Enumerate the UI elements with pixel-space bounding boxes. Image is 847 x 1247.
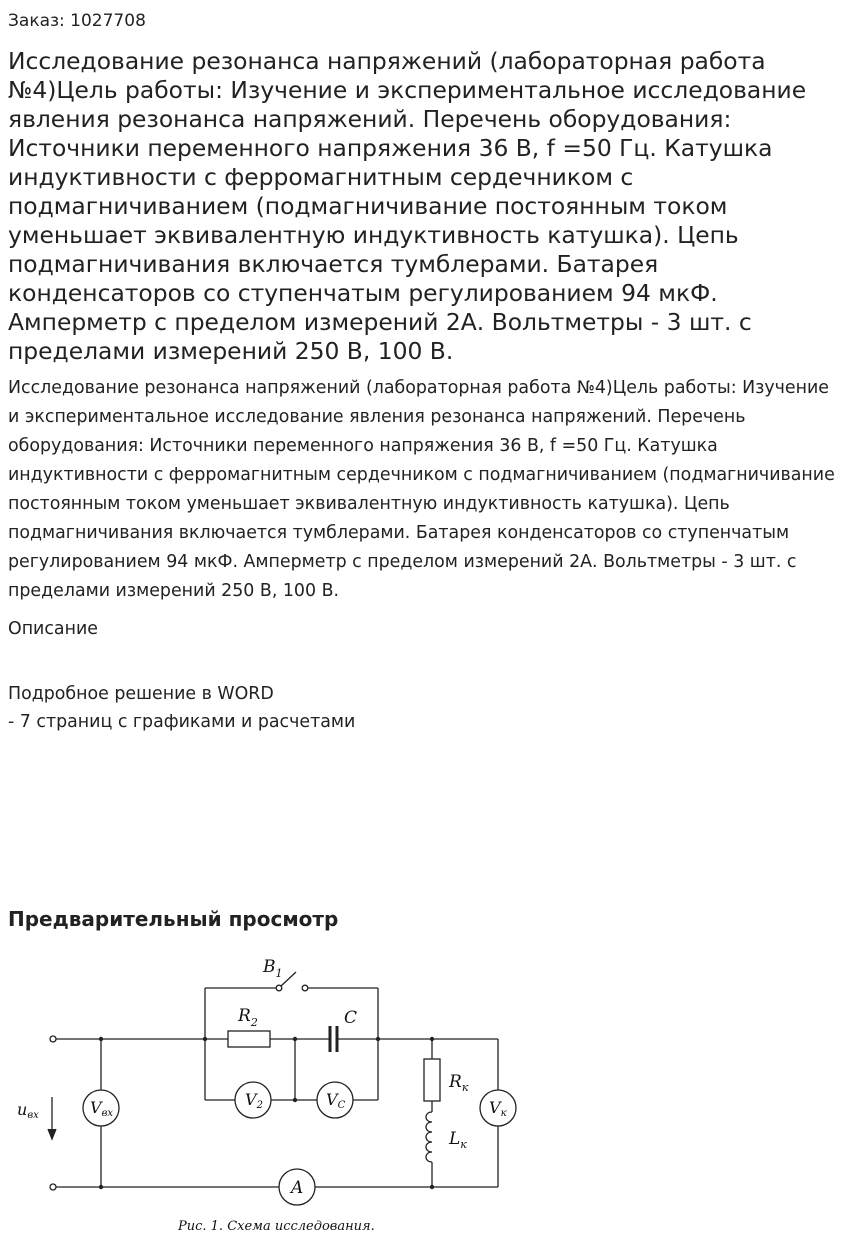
input-terminal-top [50, 1036, 56, 1042]
product-description: Исследование резонанса напряжений (лабораторная работа №4)Цель работы: Изучение и экспериментальное исследование явления резонанса напряжений. Перечень оборудования: Источники переменного напряжения 36 В, f =50 Гц. Катушка индуктивности с ферромагнитным сердечником с подмагничиванием (подмагничивание постоянным током уменьшает эквивалентную индуктивность катушка). Цепь подмагничивания включается тумблерами. Батарея конденсаторов со ступенчатым регулированием 94 мкФ. Амперметр с пределом измерений 2А. Вольтметры - 3 шт. с пределами измерений 250 В, 100 В. [8, 378, 835, 601]
resistor-r2 [228, 1031, 270, 1047]
switch-label: $B_1$ [263, 957, 283, 980]
junction-dots [99, 1037, 434, 1189]
page-title: Исследование резонанса напряжений (лабораторная работа №4)Цель работы: Изучение и экспериментальное исследование явления резонанса напряжений. Перечень оборудования: Источники переменного напряжения 36 В, f =50 Гц. Катушка индуктивности с ферромагнитным сердечником с подмагничиванием (подмагничивание постоянным током уменьшает эквивалентную индуктивность катушка). Цепь подмагничивания включается тумблерами. Батарея конденсаторов со ступенчатым регулированием 94 мкФ. Амперметр с пределом измерений 2А. Вольтметры - 3 шт. с пределами измерений 250 В, 100 В. [8, 47, 807, 365]
circuit-diagram [0, 945, 847, 1245]
voltmeter-2-label: V2 [245, 1090, 263, 1111]
solution-info [8, 680, 355, 736]
inductor-coil [426, 1112, 432, 1162]
solution-pages: - 7 страниц с графиками и расчетами [8, 712, 356, 732]
coil-resistance-label: $R_к$ [449, 1072, 469, 1094]
resistor-r2-label: $R_2$ [238, 1006, 258, 1029]
voltmeter-c-label: VC [326, 1090, 346, 1111]
input-terminal-bottom [50, 1184, 56, 1190]
preview-heading: Предварительный просмотр [8, 907, 339, 931]
voltmeter-k-label: Vк [489, 1098, 507, 1119]
ammeter-label: A [291, 1178, 304, 1198]
figure-caption: Рис. 1. Схема исследования. [178, 1219, 375, 1234]
voltmeter-in-label: Vвх [90, 1098, 114, 1119]
solution-format: Подробное решение в WORD [8, 684, 274, 704]
switch-blade [281, 972, 296, 986]
capacitor-label: C [344, 1008, 358, 1028]
capacitor-c [330, 1026, 337, 1052]
input-voltage-label: uвх [17, 1100, 39, 1121]
coil-inductance-label: $L_к$ [449, 1129, 467, 1151]
description-heading: Описание [8, 619, 98, 639]
resistor-rk [424, 1059, 440, 1101]
order-number: Заказ: 1027708 [8, 11, 146, 31]
